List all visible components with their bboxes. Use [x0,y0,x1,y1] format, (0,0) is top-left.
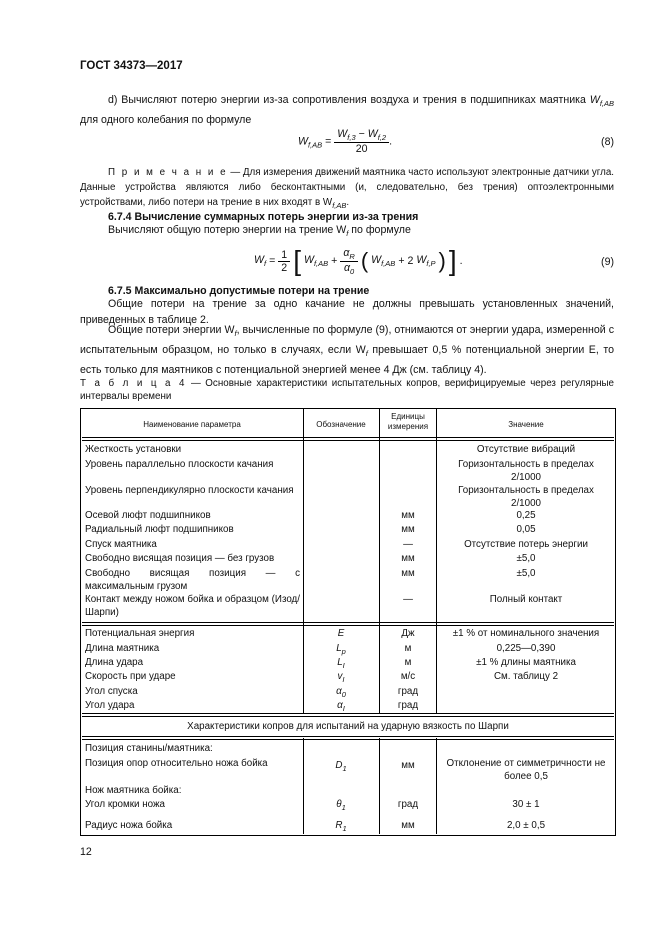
g2-row5-sym: α [337,700,343,711]
eq9-number: (9) [601,256,614,268]
eq9-w3: W [416,254,427,266]
g1-row6-value: ±5,0 [516,553,536,564]
eq9-lhs-sub: f [264,259,267,268]
note-end: . [346,197,350,208]
g1-row3-value: 0,25 [516,510,536,521]
eq9-plus2: + 2 [398,255,414,267]
item-d-text-a: d) Вычисляют потерю энергии из-за сопротивления воздуха и трения в подшипниках маятника [108,94,586,106]
eq8-equals: = [325,135,332,148]
table4-section-title: Характеристики копров для испытаний на ударную вязкость по Шарпи [187,721,509,732]
item-d-symbol: W [589,94,600,106]
eq9-a0-sub: 0 [350,266,355,276]
g1-row5-unit: — [403,539,413,550]
g2-row1-name: Длина маятника [85,643,160,654]
table4-caption-text: — Основные характеристики испытательных копров, верифицируемые через регулярные интервалы времени [80,378,614,402]
table4-group-rule-3 [82,736,614,740]
eq8-minus: − [358,128,365,140]
s675-p2-a: Общие потери энергии W [108,324,235,336]
g2-row5-sub: I [342,704,345,713]
g3-row1-unit: мм [401,760,415,771]
g3-row0-name: Позиция станины/маятника: [85,743,213,754]
g1-row1-value: Горизонтальность в пределах 2/1000 [458,459,594,483]
g3-row1-symbol [304,759,378,775]
g3-row1-sub: 1 [342,764,347,773]
eq8-num2: W [367,128,378,140]
g3-row1-name: Позиция опор относительно ножа бойка [85,758,268,769]
g2-row4-sym: α [336,686,342,697]
eq9-end: . [459,255,463,267]
eq9-half [278,249,290,274]
item-d-symbol-sub: f,AB [599,99,614,108]
col-header-name: Наименование параметра [143,420,241,429]
eq9-equals: = [269,255,276,267]
g1-row2-value: Горизонтальность в пределах 2/1000 [458,485,594,509]
g1-row4-name: Радиальный люфт подшипников [85,524,234,535]
g2-row5-unit: град [397,700,419,711]
eq9-w1-sub: f,AB [313,259,329,268]
section-675-heading: 6.7.5 Максимально допустимые потери на трение [108,285,370,297]
g1-row5-name: Спуск маятника [85,539,157,550]
s674-text-a: Вычисляют общую потерю энергии на трение W [108,224,347,236]
g1-row3-unit: мм [401,510,415,521]
g1-row7-name: Свободно висящая позиция — с максимальным грузом [85,568,300,592]
eq8-den: 20 [355,143,368,155]
g2-row4-sub: 0 [341,690,346,699]
g2-row2-value: ±1 % длины маятника [476,657,576,668]
note-sub: f,AB [332,201,347,210]
g3-row3-unit: град [397,799,419,810]
eq9-a0: α [343,261,351,274]
note-paragraph [80,165,614,213]
eq9-half-num: 1 [278,249,290,262]
g2-row5-name: Угол удара [85,700,135,711]
table4-vline-3b [436,738,437,834]
g1-row8-name: Контакт между ножом бойка и образцом (Изод/Шарпи) [85,594,300,618]
eq9-plus: + [331,255,338,267]
eq9-ar: α [343,246,350,259]
g3-row3-sym: θ [336,799,342,810]
s675-p2-sub2: f [365,349,368,358]
eq9-paren-left: ( [360,248,369,273]
table4-group-rule-1 [82,622,614,626]
g3-row3-name: Угол кромки ножа [85,799,165,810]
s675-p2-b: , вычисленные по формуле (9), отнимаются от энергии удара, измеренной с испытательным образцом, но только в случаях, если W [80,324,614,356]
section-674-heading: 6.7.4 Вычисление суммарных потерь энергии из-за трения [108,211,419,223]
g2-row2-sym: L [337,657,343,668]
g2-row1-unit: м [404,643,412,654]
eq8-lhs: W [298,135,308,148]
g2-row2-sub: I [342,661,345,670]
eq8-num-sub1: f,3 [347,133,356,142]
g2-row1-sub: p [341,647,346,656]
g2-row3-symbol [304,670,378,686]
g1-row4-unit: мм [401,524,415,535]
g1-row0-name: Жесткость установки [85,444,182,455]
g2-row0-name: Потенциальная энергия [85,628,195,639]
eq8-number: (8) [601,136,614,148]
eq9-w3-sub: f,P [426,259,436,268]
eq8-lhs-sub: f,AB [308,140,323,150]
g1-row7-unit: мм [401,568,415,579]
g1-row7-value: ±5,0 [516,568,536,579]
eq9-paren-right: ) [438,248,446,273]
g1-row8-value: Полный контакт [489,594,563,605]
g3-row4-name: Радиус ножа бойка [85,820,173,831]
g2-row1-sym: L [336,643,342,654]
equation-9 [254,245,463,277]
eq8-end: . [389,135,393,148]
equation-8 [298,128,392,155]
g3-row3-symbol [304,798,378,814]
item-d-text-b: для одного колебания по формуле [80,114,252,126]
g2-row2-unit: м [404,657,412,668]
g3-row2-name: Нож маятника бойка: [85,785,182,796]
page-number: 12 [80,846,92,858]
eq9-alpha-fraction [340,247,357,276]
table4-caption-label: Т а б л и ц а 4 [80,378,187,389]
g3-row4-sym: R [335,820,343,831]
g2-row0-value: ±1 % от номинального значения [452,628,600,639]
g3-row4-symbol [304,819,378,835]
section-674-text [80,222,614,242]
eq9-bracket-left: [ [293,245,301,276]
g1-row5-value: Отсутствие потерь энергии [464,539,588,550]
eq8-num-sub2: f,2 [377,133,387,142]
g2-row3-sym: v [337,671,343,682]
eq9-half-den: 2 [281,261,288,274]
s674-text-b: по формуле [348,224,411,236]
g2-row3-value: См. таблицу 2 [493,671,559,682]
g3-row4-sub: 1 [342,824,347,833]
table4-vline-3 [436,408,437,714]
g2-row3-unit: м/с [400,671,416,682]
g2-row0-sym: E [337,628,345,639]
g1-row2-name: Уровень перпендикулярно плоскости качания [85,485,294,496]
g1-row1-name: Уровень параллельно плоскости качания [85,459,274,470]
g3-row1-sym: D [335,760,343,771]
g2-row3-sub: I [342,675,345,684]
g3-row4-unit: мм [401,820,415,831]
g2-row5-symbol [304,699,378,715]
eq8-num: W [337,128,348,140]
table4-header-rule [82,437,614,441]
eq9-ar-sub: R [349,251,355,261]
g3-row3-value: 30 ± 1 [512,799,540,810]
g2-row0-symbol [304,627,378,640]
g1-row6-unit: мм [401,553,415,564]
table4-caption [80,377,614,403]
g3-row4-value: 2,0 ± 0,5 [506,820,546,831]
g3-row3-sub: 1 [341,803,346,812]
item-d-paragraph [80,92,614,128]
g2-row1-value: 0,225—0,390 [496,643,556,654]
eq9-lhs: W [254,254,264,266]
note-text: — Для измерения движений маятника часто используют электронные датчики угла. Данные устройства являются либо бесконтактными (и, следовательно, без трения) оптоэлектронными устройствами, либо потери на трение в них входят в W [80,167,614,208]
eq8-fraction [334,128,389,155]
note-label: П р и м е ч а н и е [108,167,228,178]
section-675-p1: Общие потери на трение за одно качание не должны превышать установленных значений, приведенных в таблице 2. [80,298,614,326]
g2-row3-name: Скорость при ударе [85,671,176,682]
g2-row2-name: Длина удара [85,657,144,668]
eq9-w2: W [371,254,382,266]
g1-row0-value: Отсутствие вибраций [476,444,576,455]
g2-row4-unit: град [397,686,419,697]
col-header-unit: Единицы измерения [387,412,429,431]
col-header-value: Значение [508,420,544,429]
g3-row1-value: Отклонение от симметричности не более 0,5 [446,758,606,782]
g1-row8-unit: — [403,594,413,605]
g2-row4-name: Угол спуска [85,686,138,697]
s675-p2-c: превышает 0,5 % потенциальной энергии E, то есть только для маятников с потенциальной энергией менее 4 Дж (см. таблицу 4). [80,344,615,376]
g1-row4-value: 0,05 [516,524,536,535]
g1-row3-name: Осевой люфт подшипников [85,510,211,521]
eq9-w1: W [303,254,314,266]
section-675-p2 [80,322,614,378]
s674-sub: f [346,229,349,238]
col-header-symbol: Обозначение [316,420,366,429]
document-header: ГОСТ 34373—2017 [80,60,183,72]
eq9-w2-sub: f,AB [381,259,396,268]
eq9-bracket-right: ] [448,245,457,276]
g1-row6-name: Свободно висящая позиция — без грузов [85,553,275,564]
g2-row0-unit: Дж [401,628,415,639]
s675-p2-sub: f [234,329,237,338]
